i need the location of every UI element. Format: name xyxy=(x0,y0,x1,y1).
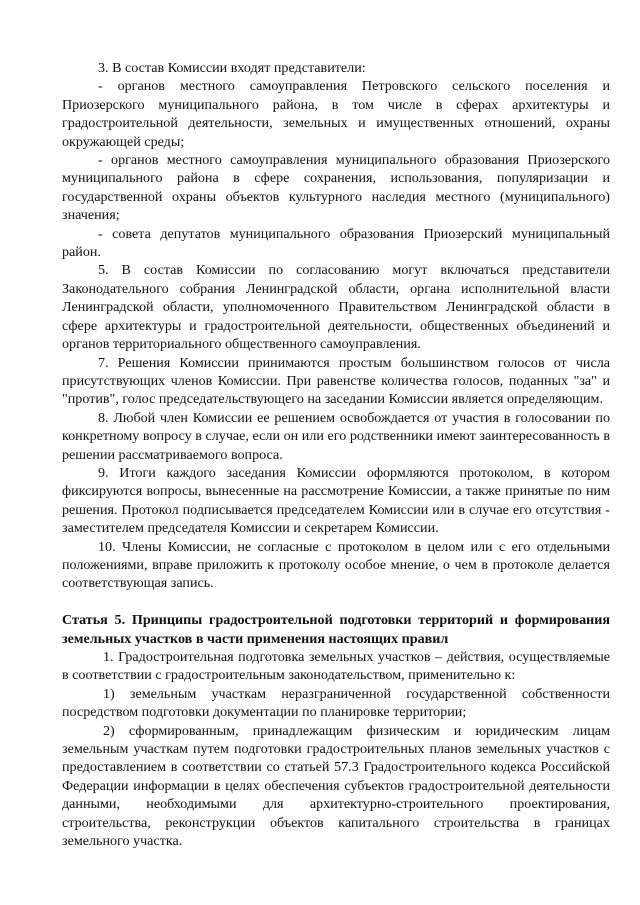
paragraph-7: 7. Решения Комиссии принимаются простым большинством голосов от числа присутствующих членов Комиссии. При равенстве количества голосов, поданных "за" и "против", голос председательствующего на заседании Комиссии является определяющим. xyxy=(62,354,610,408)
paragraph-9: 9. Итоги каждого заседания Комиссии оформляются протоколом, в котором фиксируются вопросы, вынесенные на рассмотрение Комиссии, а также принятые по ним решения. Протокол подписывается председателем Комиссии или в случае его отсутствия - заместителем председателя Комиссии и секретарем Комиссии. xyxy=(62,464,610,537)
paragraph-8: 8. Любой член Комиссии ее решением освобождается от участия в голосовании по конкретному вопросу в случае, если он или его родственники имеют заинтересованность в решении рассматриваемого вопроса. xyxy=(62,409,610,463)
article-5-paragraph-1: 1. Градостроительная подготовка земельных участков – действия, осуществляемые в соответствии с градостроительным законодательством, применительно к: xyxy=(62,648,610,684)
article-5-heading: Статья 5. Принципы градостроительной подготовки территорий и формирования земельных участков в части применения настоящих правил xyxy=(62,612,610,647)
paragraph-10: 10. Члены Комиссии, не согласные с протоколом в целом или с его отдельными положениями, вправе приложить к протоколу особое мнение, о чем в протоколе делается соответствующая запись. xyxy=(62,538,610,592)
paragraph-3-item-council: - совета депутатов муниципального образования Приозерский муниципальный район. xyxy=(62,225,610,261)
article-5-item-1: 1) земельным участкам неразграниченной государственной собственности посредством подготовки документации по планировке территории; xyxy=(62,685,610,721)
paragraph-5: 5. В состав Комиссии по согласованию могут включаться представители Законодательного собрания Ленинградской области, органа исполнительной власти Ленинградской области, уполномоченного Правительством Ленинградской области в сфере архитектуры и градостроительной деятельности, общественных объединений и органов территориального общественного самоуправления. xyxy=(62,262,610,353)
document-page xyxy=(62,59,610,850)
article-5-item-2: 2) сформированным, принадлежащим физическим и юридическим лицам земельным участкам путем подготовки градостроительных планов земельных участков с предоставлением в соответствии со статьей 57.3 Градостроительного кодекса Российской Федерации информации в целях обеспечения субъектов градостроительной деятельности данными, необходимыми для архитектурно-строительного проектирования, строительства, реконструкции объектов капитального строительства в границах земельного участка. xyxy=(62,722,610,850)
paragraph-3-item-cultural-heritage: - органов местного самоуправления муниципального образования Приозерского муниципального района в сфере сохранения, использования, популяризации и государственной охраны объектов культурного наследия местного (муниципального) значения; xyxy=(62,152,610,224)
paragraph-3: 3. В состав Комиссии входят представители: xyxy=(98,60,366,76)
paragraph-3-item-local-government: - органов местного самоуправления Петровского сельского поселения и Приозерского муниципального района, в том числе в сферах архитектуры и градостроительной деятельности, земельных и имущественных отношений, охраны окружающей среды; xyxy=(62,78,610,150)
